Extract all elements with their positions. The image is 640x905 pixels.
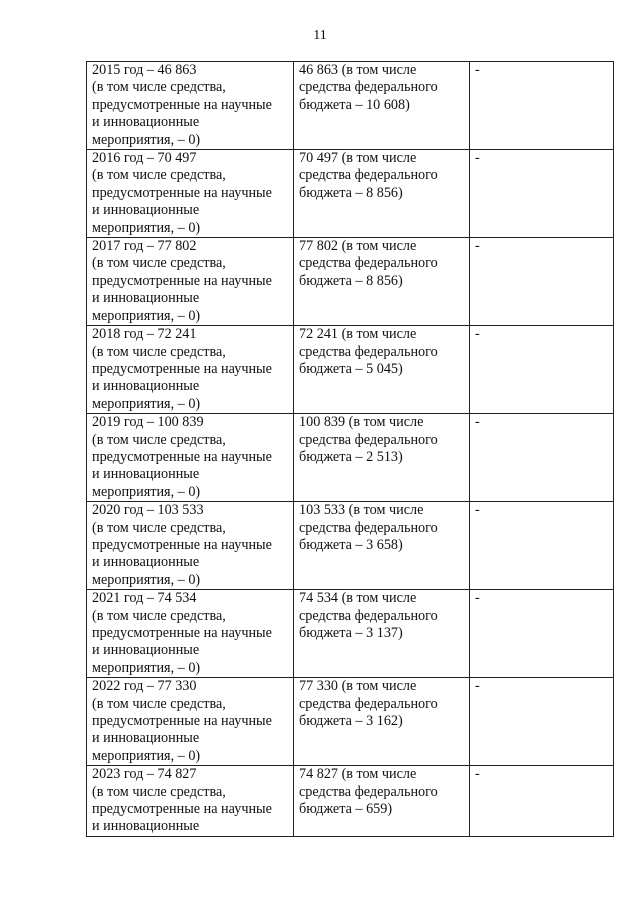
other-cell: - bbox=[470, 502, 614, 590]
other-cell: - bbox=[470, 326, 614, 414]
total-cell: 2015 год – 46 863 (в том числе средства, предусмотренные на научные и инновационные мероприятия, – 0) bbox=[87, 62, 294, 150]
federal-cell: 100 839 (в том числе средства федерального бюджета – 2 513) bbox=[294, 414, 470, 502]
federal-cell: 77 330 (в том числе средства федерального бюджета – 3 162) bbox=[294, 678, 470, 766]
table-row bbox=[87, 62, 614, 150]
table-row bbox=[87, 766, 614, 837]
table-row bbox=[87, 150, 614, 238]
other-cell: - bbox=[470, 150, 614, 238]
total-cell: 2021 год – 74 534 (в том числе средства, предусмотренные на научные и инновационные мероприятия, – 0) bbox=[87, 590, 294, 678]
other-cell: - bbox=[470, 62, 614, 150]
table-row bbox=[87, 678, 614, 766]
total-cell: 2020 год – 103 533 (в том числе средства, предусмотренные на научные и инновационные мероприятия, – 0) bbox=[87, 502, 294, 590]
table-row bbox=[87, 590, 614, 678]
other-cell: - bbox=[470, 766, 614, 837]
other-cell: - bbox=[470, 414, 614, 502]
federal-cell: 103 533 (в том числе средства федерального бюджета – 3 658) bbox=[294, 502, 470, 590]
budget-table bbox=[86, 61, 614, 837]
federal-cell: 70 497 (в том числе средства федерального бюджета – 8 856) bbox=[294, 150, 470, 238]
total-cell: 2019 год – 100 839 (в том числе средства, предусмотренные на научные и инновационные мероприятия, – 0) bbox=[87, 414, 294, 502]
total-cell: 2018 год – 72 241 (в том числе средства, предусмотренные на научные и инновационные мероприятия, – 0) bbox=[87, 326, 294, 414]
federal-cell: 77 802 (в том числе средства федерального бюджета – 8 856) bbox=[294, 238, 470, 326]
total-cell: 2016 год – 70 497 (в том числе средства, предусмотренные на научные и инновационные мероприятия, – 0) bbox=[87, 150, 294, 238]
total-cell: 2017 год – 77 802 (в том числе средства, предусмотренные на научные и инновационные мероприятия, – 0) bbox=[87, 238, 294, 326]
other-cell: - bbox=[470, 590, 614, 678]
federal-cell: 46 863 (в том числе средства федерального бюджета – 10 608) bbox=[294, 62, 470, 150]
table-row bbox=[87, 502, 614, 590]
page-number: 11 bbox=[313, 28, 327, 43]
total-cell: 2022 год – 77 330 (в том числе средства, предусмотренные на научные и инновационные мероприятия, – 0) bbox=[87, 678, 294, 766]
federal-cell: 72 241 (в том числе средства федерального бюджета – 5 045) bbox=[294, 326, 470, 414]
other-cell: - bbox=[470, 238, 614, 326]
table-row bbox=[87, 326, 614, 414]
other-cell: - bbox=[470, 678, 614, 766]
total-cell: 2023 год – 74 827 (в том числе средства, предусмотренные на научные и инновационные bbox=[87, 766, 294, 837]
federal-cell: 74 827 (в том числе средства федерального бюджета – 659) bbox=[294, 766, 470, 837]
table-row bbox=[87, 238, 614, 326]
table-row bbox=[87, 414, 614, 502]
federal-cell: 74 534 (в том числе средства федерального бюджета – 3 137) bbox=[294, 590, 470, 678]
